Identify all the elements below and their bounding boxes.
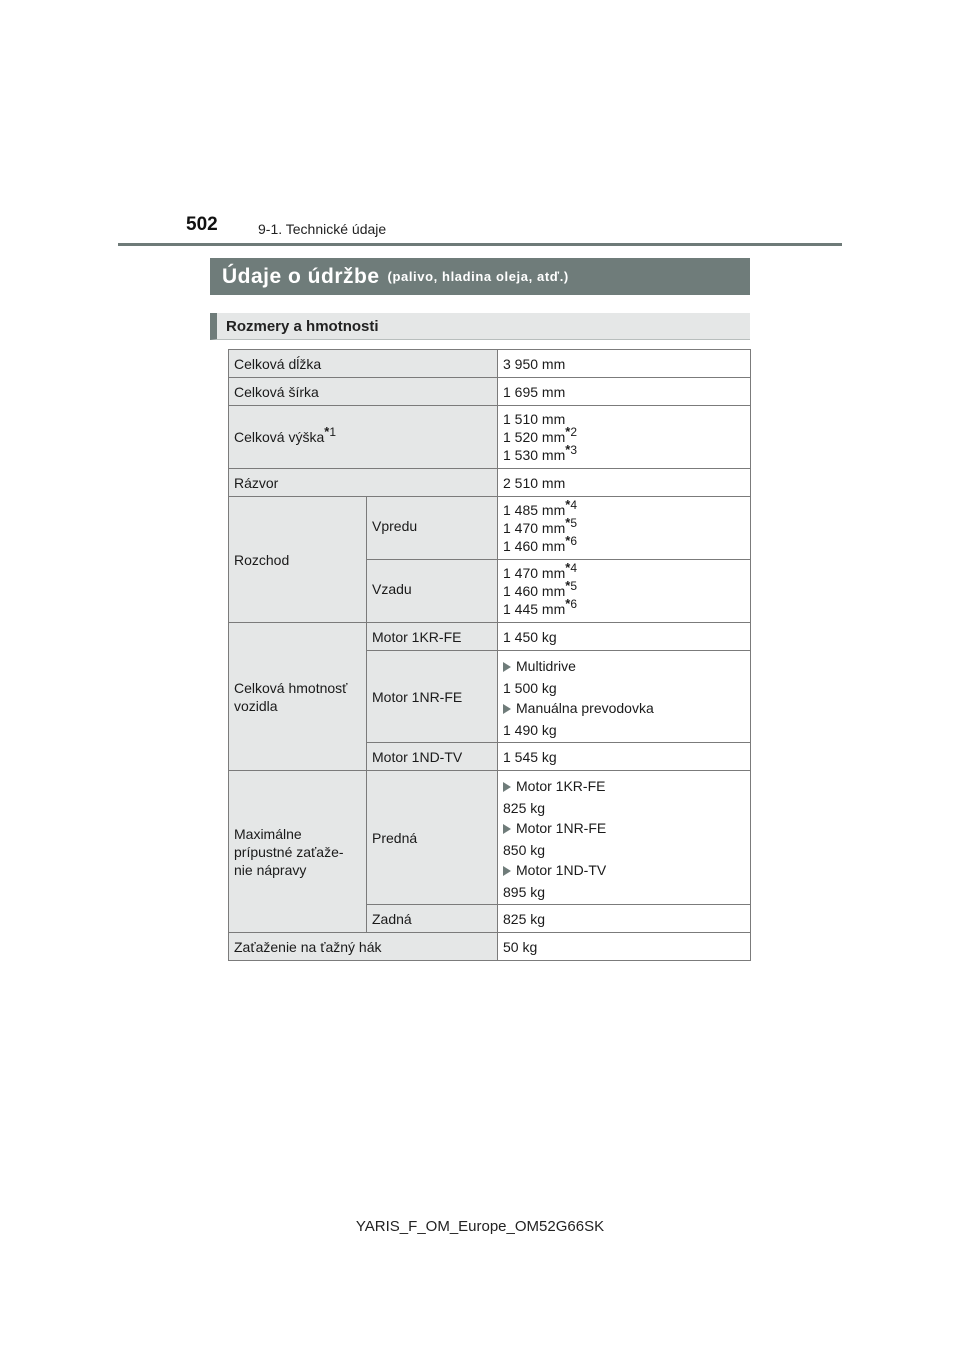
value-line: 825 kg [503, 799, 546, 816]
value-line: 850 kg [503, 841, 546, 858]
row-value-1kr: 1 450 kg [498, 623, 751, 651]
subsection-bar [210, 313, 750, 340]
document-footer: YARIS_F_OM_Europe_OM52G66SK [355, 1218, 605, 1235]
value-line: 895 kg [503, 883, 546, 900]
value-line: 1 485 mm*4 [503, 497, 577, 518]
row-value-1nd: 1 545 kg [498, 743, 751, 771]
value-line: 1 520 mm*2 [503, 424, 577, 445]
value-line: 1 490 kg [503, 721, 557, 738]
value-line: 1 460 mm*5 [503, 578, 577, 599]
value-line: 1 500 kg [503, 679, 557, 696]
value-line: 1 470 mm*5 [503, 515, 577, 536]
bullet-item: Multidrive [503, 657, 745, 675]
table-row [229, 933, 751, 961]
value-line: 1 445 mm*6 [503, 596, 577, 617]
dimensions-weights-table [228, 349, 751, 961]
subsection-title: Rozmery a hmotnosti [226, 317, 379, 335]
row-value-wheelbase: 2 510 mm [498, 469, 751, 497]
sub-label-1nr: Motor 1NR-FE [367, 651, 498, 743]
row-value-1nr [498, 651, 751, 743]
table-row [229, 497, 751, 560]
value-line: 1 530 mm*3 [503, 442, 577, 463]
table-row [229, 771, 751, 905]
row-value-track-front [498, 497, 751, 560]
footnote-ref: *1 [324, 424, 337, 439]
bullet-item: Motor 1NR-FE [503, 819, 745, 837]
value-line: 1 470 mm*4 [503, 560, 577, 581]
page-title-sub: (palivo, hladina oleja, atď.) [387, 269, 569, 284]
row-value-length: 3 950 mm [498, 350, 751, 378]
section-title-bar [210, 258, 750, 295]
row-value-towbar: 50 kg [498, 933, 751, 961]
bullet-item: Manuálna prevodovka [503, 699, 745, 717]
table-row [229, 350, 751, 378]
row-label-vehicle-weight: Celková hmotnosť vozidla [229, 623, 367, 771]
row-label-length: Celková dĺžka [229, 350, 498, 378]
row-label-height [229, 406, 498, 469]
value-line: 1 510 mm [503, 411, 566, 427]
sub-label-axle-rear: Zadná [367, 905, 498, 933]
bullet-item: Motor 1ND-TV [503, 861, 745, 879]
row-value-axle-rear: 825 kg [498, 905, 751, 933]
row-value-height [498, 406, 751, 469]
table-row [229, 469, 751, 497]
header-rule [118, 243, 842, 246]
sub-label-track-front: Vpredu [367, 497, 498, 560]
row-value-axle-front [498, 771, 751, 905]
sub-label-track-rear: Vzadu [367, 560, 498, 623]
bullet-item: Motor 1KR-FE [503, 777, 745, 795]
height-label-text: Celková výška [234, 429, 325, 445]
row-label-axle-load: Maximálne prípustné zaťaže- nie nápravy [229, 771, 367, 933]
table-row [229, 623, 751, 651]
row-value-width: 1 695 mm [498, 378, 751, 406]
table-row [229, 406, 751, 469]
value-line: 1 460 mm*6 [503, 533, 577, 554]
section-label: 9-1. Technické údaje [258, 221, 387, 237]
page-number: 502 [186, 214, 218, 235]
page-title: Údaje o údržbe [222, 264, 380, 288]
sub-label-1kr: Motor 1KR-FE [367, 623, 498, 651]
row-value-track-rear [498, 560, 751, 623]
row-label-wheelbase: Rázvor [229, 469, 498, 497]
sub-label-1nd: Motor 1ND-TV [367, 743, 498, 771]
row-label-towbar: Zaťaženie na ťažný hák [229, 933, 498, 961]
table-row [229, 378, 751, 406]
sub-label-axle-front: Predná [367, 771, 498, 905]
row-label-track: Rozchod [229, 497, 367, 623]
row-label-width: Celková šírka [229, 378, 498, 406]
